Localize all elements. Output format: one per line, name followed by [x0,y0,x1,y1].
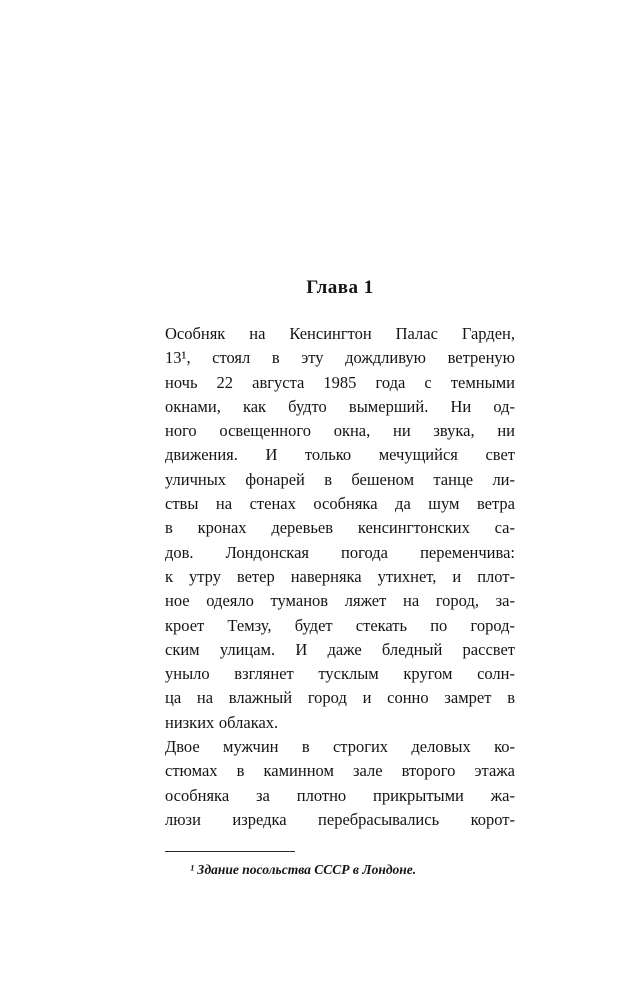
text-line: ствы на стенах особняка да шум ветра [165,494,515,514]
text-line: низких облаках. [165,712,279,732]
text-line: уличных фонарей в бешеном танце ли- [165,469,515,489]
text-line: ским улицам. И даже бледный рассвет [165,639,515,659]
text-line: уныло взглянет тусклым кругом солн- [165,664,515,684]
footnote-rule [165,851,295,852]
text-line: окнами, как будто вымерший. Ни од- [165,396,515,416]
body-paragraphs [165,322,515,832]
text-line: движения. И только мечущийся свет [165,445,515,465]
text-line: в кронах деревьев кенсингтонских са- [165,518,515,538]
paragraph [165,735,515,832]
text-line: Двое мужчин в строгих деловых ко- [165,737,515,757]
text-line: к утру ветер наверняка утихнет, и плот- [165,566,515,586]
text-line: 13¹, стоял в эту дождливую ветреную [165,348,515,368]
chapter-title: Глава 1 [306,277,374,298]
text-line: кроет Темзу, будет стекать по город- [165,615,515,635]
text-line: ное одеяло туманов ляжет на город, за- [165,591,515,611]
text-line: ца на влажный город и сонно замрет в [165,688,515,708]
paragraph [165,322,515,735]
text-line: стюмах в каминном зале второго этажа [165,761,515,781]
text-line: особняка за плотно прикрытыми жа- [165,785,515,805]
text-line: ночь 22 августа 1985 года с темными [165,372,515,392]
text-column [165,277,515,832]
footnote [165,851,515,879]
text-line: дов. Лондонская погода переменчива: [165,542,515,562]
footnote-text: ¹ Здание посольства СССР в Лондоне. [190,862,417,877]
text-line: ного освещенного окна, ни звука, ни [165,421,515,441]
text-line: люзи изредка перебрасывались корот- [165,809,515,829]
text-line: Особняк на Кенсингтон Палас Гарден, [165,324,515,343]
